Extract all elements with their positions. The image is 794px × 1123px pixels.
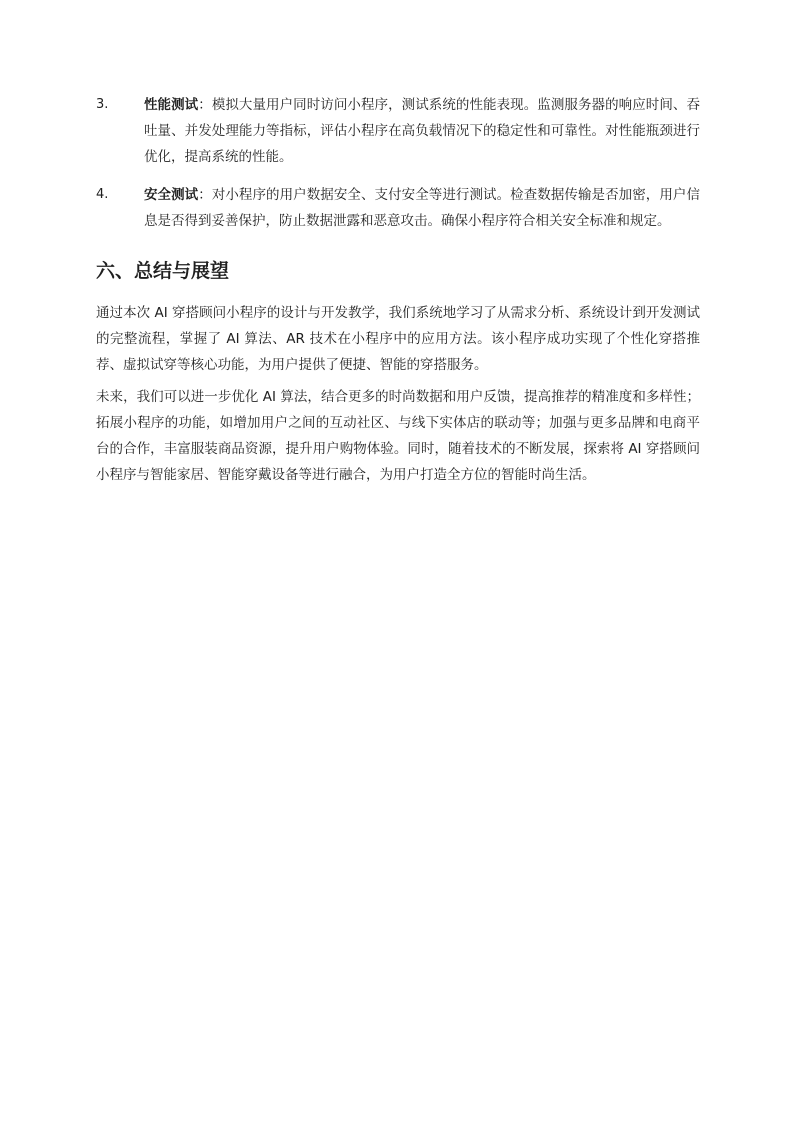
document-page (96, 92, 700, 494)
list-item-term: 安全测试 (144, 187, 199, 203)
outlook-paragraph: 未来，我们可以进一步优化 AI 算法，结合更多的时尚数据和用户反馈，提高推荐的精准度和多样性；拓展小程序的功能，如增加用户之间的互动社区、与线下实体店的联动等；加强与更多品牌和电商平台的合作，丰富服装商品资源，提升用户购物体验。同时，随着技术的不断发展，探索将 AI 穿搭顾问小程序与智能家居、智能穿戴设备等进行融合，为用户打造全方位的智能时尚生活。 (96, 389, 700, 483)
list-item-security-test (96, 182, 700, 234)
list-item-term: 性能测试 (144, 97, 199, 113)
list-item-body: 模拟大量用户同时访问小程序，测试系统的性能表现。监测服务器的响应时间、吞吐量、并发处理能力等指标，评估小程序在高负载情况下的稳定性和可靠性。对性能瓶颈进行优化，提高系统的性能。 (144, 97, 700, 165)
list-item-text (144, 92, 700, 170)
list-item-performance-test (96, 92, 700, 170)
list-number: 4. (96, 187, 109, 202)
list-number: 3. (96, 97, 109, 112)
list-item-separator: ： (198, 187, 212, 203)
section-heading: 六、总结与展望 (96, 260, 230, 282)
list-item-body: 对小程序的用户数据安全、支付安全等进行测试。检查数据传输是否加密，用户信息是否得到妥善保护，防止数据泄露和恶意攻击。确保小程序符合相关安全标准和规定。 (144, 187, 700, 229)
list-item-text (144, 182, 700, 234)
summary-paragraph: 通过本次 AI 穿搭顾问小程序的设计与开发教学，我们系统地学习了从需求分析、系统设计到开发测试的完整流程，掌握了 AI 算法、AR 技术在小程序中的应用方法。该小程序成功实现了个性化穿搭推荐、虚拟试穿等核心功能，为用户提供了便捷、智能的穿搭服务。 (96, 305, 700, 373)
list-item-separator: ： (198, 97, 212, 113)
